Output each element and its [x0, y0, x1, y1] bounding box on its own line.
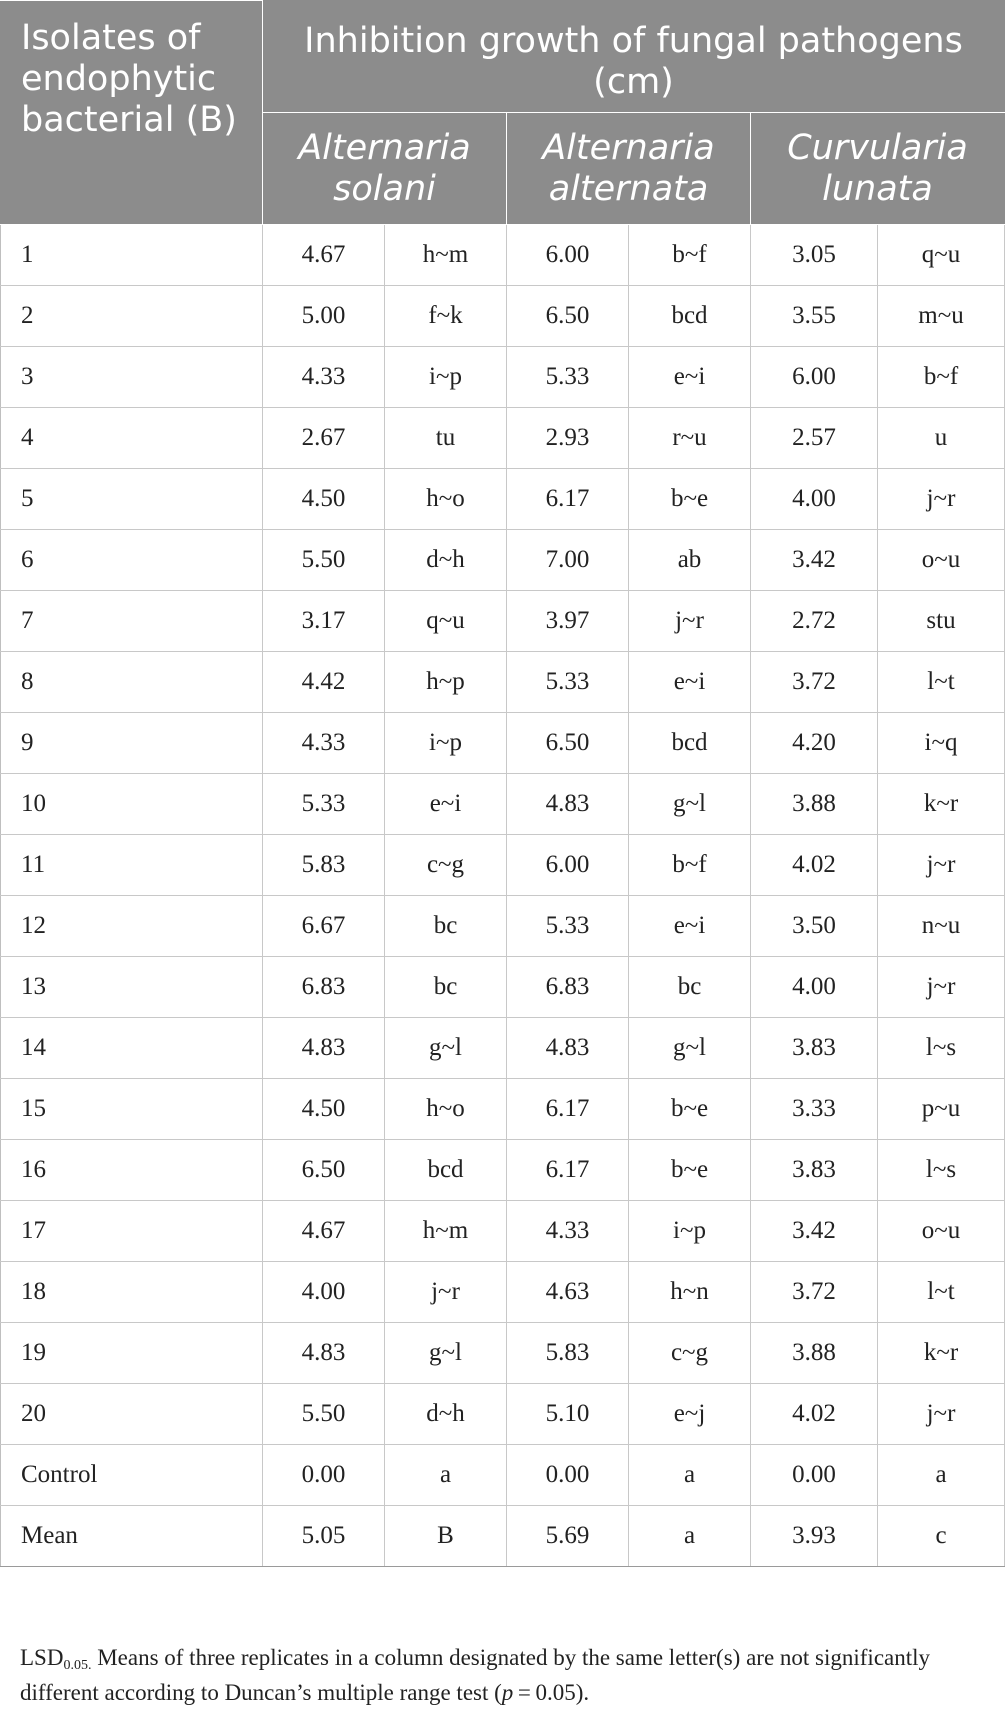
a-alternata-group-cell: a — [629, 1445, 751, 1506]
isolate-cell: 3 — [1, 347, 263, 408]
c-lunata-group-cell: j~r — [878, 469, 1005, 530]
a-alternata-group-cell: j~r — [629, 591, 751, 652]
c-lunata-group-cell: k~r — [878, 1323, 1005, 1384]
a-solani-value-cell: 5.50 — [263, 530, 385, 591]
a-solani-group-cell: h~m — [385, 225, 507, 286]
c-lunata-group-cell: j~r — [878, 957, 1005, 1018]
footnote-text-1: Means of three replicates in a column designated by the same letter(s) are not significantly different according to Duncan’s multiple range test ( — [20, 1645, 931, 1705]
isolate-cell: 7 — [1, 591, 263, 652]
a-alternata-value-cell: 6.00 — [507, 225, 629, 286]
a-solani-value-cell: 6.50 — [263, 1140, 385, 1201]
a-solani-value-cell: 4.83 — [263, 1323, 385, 1384]
c-lunata-group-cell: l~t — [878, 652, 1005, 713]
footnote-lsd: LSD — [20, 1645, 64, 1670]
c-lunata-value-cell: 3.05 — [751, 225, 878, 286]
isolate-cell: Mean — [1, 1506, 263, 1567]
a-alternata-group-cell: e~i — [629, 652, 751, 713]
c-lunata-group-cell: l~t — [878, 1262, 1005, 1323]
species-header-curvularia-lunata: Curvularia lunata — [751, 113, 1005, 225]
c-lunata-value-cell: 4.20 — [751, 713, 878, 774]
a-solani-group-cell: c~g — [385, 835, 507, 896]
footnote-text-2: = 0.05). — [513, 1680, 590, 1705]
a-solani-group-cell: B — [385, 1506, 507, 1567]
a-solani-group-cell: h~p — [385, 652, 507, 713]
c-lunata-group-cell: l~s — [878, 1018, 1005, 1079]
a-alternata-value-cell: 4.63 — [507, 1262, 629, 1323]
a-solani-value-cell: 5.83 — [263, 835, 385, 896]
a-alternata-group-cell: a — [629, 1506, 751, 1567]
isolate-cell: 19 — [1, 1323, 263, 1384]
table-row — [1, 713, 1005, 774]
isolate-cell: 10 — [1, 774, 263, 835]
c-lunata-value-cell: 3.55 — [751, 286, 878, 347]
c-lunata-group-cell: n~u — [878, 896, 1005, 957]
c-lunata-group-cell: j~r — [878, 1384, 1005, 1445]
a-solani-group-cell: bc — [385, 896, 507, 957]
table-row — [1, 1079, 1005, 1140]
a-solani-value-cell: 5.00 — [263, 286, 385, 347]
a-alternata-group-cell: b~e — [629, 1140, 751, 1201]
a-alternata-group-cell: bc — [629, 957, 751, 1018]
isolate-cell: 18 — [1, 1262, 263, 1323]
c-lunata-value-cell: 3.83 — [751, 1140, 878, 1201]
footnote-lsd-subscript: 0.05. — [63, 1658, 92, 1673]
a-solani-value-cell: 4.33 — [263, 347, 385, 408]
c-lunata-value-cell: 0.00 — [751, 1445, 878, 1506]
a-alternata-value-cell: 6.17 — [507, 1140, 629, 1201]
a-alternata-group-cell: b~f — [629, 835, 751, 896]
isolate-cell: 6 — [1, 530, 263, 591]
isolates-column-header: Isolates of endophytic bacterial (B) — [1, 1, 263, 225]
table-row — [1, 469, 1005, 530]
table-row — [1, 1018, 1005, 1079]
a-solani-value-cell: 4.33 — [263, 713, 385, 774]
c-lunata-group-cell: stu — [878, 591, 1005, 652]
a-solani-value-cell: 2.67 — [263, 408, 385, 469]
a-solani-group-cell: bc — [385, 957, 507, 1018]
a-solani-value-cell: 3.17 — [263, 591, 385, 652]
c-lunata-value-cell: 3.88 — [751, 774, 878, 835]
c-lunata-value-cell: 6.00 — [751, 347, 878, 408]
c-lunata-value-cell: 3.33 — [751, 1079, 878, 1140]
isolate-cell: Control — [1, 1445, 263, 1506]
table-body — [1, 225, 1005, 1567]
a-alternata-value-cell: 2.93 — [507, 408, 629, 469]
c-lunata-value-cell: 3.50 — [751, 896, 878, 957]
isolate-cell: 5 — [1, 469, 263, 530]
a-solani-group-cell: tu — [385, 408, 507, 469]
c-lunata-group-cell: b~f — [878, 347, 1005, 408]
a-alternata-value-cell: 4.83 — [507, 774, 629, 835]
a-alternata-group-cell: i~p — [629, 1201, 751, 1262]
c-lunata-value-cell: 4.02 — [751, 835, 878, 896]
a-alternata-value-cell: 5.10 — [507, 1384, 629, 1445]
species-header-alternaria-solani: Alternaria solani — [263, 113, 507, 225]
a-solani-value-cell: 4.83 — [263, 1018, 385, 1079]
isolate-cell: 12 — [1, 896, 263, 957]
c-lunata-group-cell: k~r — [878, 774, 1005, 835]
a-alternata-group-cell: g~l — [629, 774, 751, 835]
a-solani-group-cell: a — [385, 1445, 507, 1506]
a-solani-value-cell: 4.00 — [263, 1262, 385, 1323]
c-lunata-group-cell: a — [878, 1445, 1005, 1506]
inhibition-group-header: Inhibition growth of fungal pathogens (cm) — [263, 1, 1005, 113]
a-solani-group-cell: d~h — [385, 530, 507, 591]
table-footnote — [20, 1642, 980, 1708]
table-header — [1, 1, 1005, 225]
a-alternata-group-cell: b~f — [629, 225, 751, 286]
isolate-cell: 20 — [1, 1384, 263, 1445]
a-solani-value-cell: 6.83 — [263, 957, 385, 1018]
table-row — [1, 896, 1005, 957]
a-solani-group-cell: h~m — [385, 1201, 507, 1262]
table-row — [1, 1323, 1005, 1384]
c-lunata-value-cell: 4.02 — [751, 1384, 878, 1445]
c-lunata-value-cell: 3.93 — [751, 1506, 878, 1567]
a-alternata-value-cell: 6.50 — [507, 286, 629, 347]
a-solani-group-cell: h~o — [385, 469, 507, 530]
c-lunata-value-cell: 3.42 — [751, 1201, 878, 1262]
table-row — [1, 591, 1005, 652]
a-solani-group-cell: bcd — [385, 1140, 507, 1201]
c-lunata-group-cell: q~u — [878, 225, 1005, 286]
a-alternata-value-cell: 5.33 — [507, 347, 629, 408]
a-solani-value-cell: 4.42 — [263, 652, 385, 713]
a-solani-value-cell: 0.00 — [263, 1445, 385, 1506]
a-solani-value-cell: 5.33 — [263, 774, 385, 835]
a-solani-group-cell: d~h — [385, 1384, 507, 1445]
table-row — [1, 652, 1005, 713]
a-alternata-value-cell: 6.17 — [507, 469, 629, 530]
a-solani-value-cell: 4.50 — [263, 469, 385, 530]
isolate-cell: 17 — [1, 1201, 263, 1262]
c-lunata-value-cell: 2.57 — [751, 408, 878, 469]
c-lunata-group-cell: l~s — [878, 1140, 1005, 1201]
a-alternata-value-cell: 4.33 — [507, 1201, 629, 1262]
a-alternata-group-cell: r~u — [629, 408, 751, 469]
a-solani-group-cell: g~l — [385, 1323, 507, 1384]
isolate-cell: 8 — [1, 652, 263, 713]
a-alternata-value-cell: 6.00 — [507, 835, 629, 896]
a-alternata-value-cell: 6.17 — [507, 1079, 629, 1140]
a-alternata-value-cell: 5.69 — [507, 1506, 629, 1567]
a-alternata-value-cell: 5.83 — [507, 1323, 629, 1384]
isolate-cell: 16 — [1, 1140, 263, 1201]
table-row — [1, 957, 1005, 1018]
table-row — [1, 347, 1005, 408]
a-alternata-group-cell: h~n — [629, 1262, 751, 1323]
a-solani-group-cell: q~u — [385, 591, 507, 652]
isolate-cell: 2 — [1, 286, 263, 347]
c-lunata-value-cell: 3.72 — [751, 652, 878, 713]
isolate-cell: 9 — [1, 713, 263, 774]
a-solani-group-cell: i~p — [385, 713, 507, 774]
c-lunata-value-cell: 3.42 — [751, 530, 878, 591]
table-row — [1, 286, 1005, 347]
c-lunata-group-cell: u — [878, 408, 1005, 469]
species-header-alternaria-alternata: Alternaria alternata — [507, 113, 751, 225]
c-lunata-group-cell: j~r — [878, 835, 1005, 896]
a-alternata-value-cell: 6.50 — [507, 713, 629, 774]
a-alternata-value-cell: 7.00 — [507, 530, 629, 591]
a-alternata-value-cell: 5.33 — [507, 896, 629, 957]
a-alternata-group-cell: g~l — [629, 1018, 751, 1079]
isolate-cell: 14 — [1, 1018, 263, 1079]
table-row — [1, 1384, 1005, 1445]
a-solani-value-cell: 5.05 — [263, 1506, 385, 1567]
table-row — [1, 1262, 1005, 1323]
a-alternata-group-cell: e~i — [629, 347, 751, 408]
isolate-cell: 13 — [1, 957, 263, 1018]
a-solani-group-cell: e~i — [385, 774, 507, 835]
a-solani-value-cell: 5.50 — [263, 1384, 385, 1445]
a-solani-value-cell: 4.67 — [263, 225, 385, 286]
isolate-cell: 1 — [1, 225, 263, 286]
isolate-cell: 15 — [1, 1079, 263, 1140]
c-lunata-value-cell: 2.72 — [751, 591, 878, 652]
c-lunata-group-cell: i~q — [878, 713, 1005, 774]
a-alternata-value-cell: 3.97 — [507, 591, 629, 652]
a-solani-value-cell: 4.50 — [263, 1079, 385, 1140]
table-row — [1, 1445, 1005, 1506]
c-lunata-group-cell: m~u — [878, 286, 1005, 347]
a-solani-group-cell: h~o — [385, 1079, 507, 1140]
table-row — [1, 774, 1005, 835]
a-solani-value-cell: 6.67 — [263, 896, 385, 957]
a-alternata-value-cell: 5.33 — [507, 652, 629, 713]
a-solani-value-cell: 4.67 — [263, 1201, 385, 1262]
c-lunata-value-cell: 4.00 — [751, 957, 878, 1018]
a-alternata-group-cell: c~g — [629, 1323, 751, 1384]
isolate-cell: 4 — [1, 408, 263, 469]
a-alternata-group-cell: b~e — [629, 1079, 751, 1140]
table-row — [1, 835, 1005, 896]
a-alternata-group-cell: bcd — [629, 286, 751, 347]
a-alternata-group-cell: e~i — [629, 896, 751, 957]
a-alternata-group-cell: bcd — [629, 713, 751, 774]
a-solani-group-cell: f~k — [385, 286, 507, 347]
a-alternata-group-cell: b~e — [629, 469, 751, 530]
a-solani-group-cell: j~r — [385, 1262, 507, 1323]
a-solani-group-cell: i~p — [385, 347, 507, 408]
table-row — [1, 530, 1005, 591]
a-solani-group-cell: g~l — [385, 1018, 507, 1079]
table-row — [1, 1140, 1005, 1201]
c-lunata-value-cell: 3.83 — [751, 1018, 878, 1079]
table-row — [1, 1506, 1005, 1567]
c-lunata-group-cell: o~u — [878, 530, 1005, 591]
footnote-p-symbol: p — [501, 1680, 514, 1705]
table-row — [1, 408, 1005, 469]
a-alternata-group-cell: e~j — [629, 1384, 751, 1445]
c-lunata-group-cell: c — [878, 1506, 1005, 1567]
a-alternata-value-cell: 4.83 — [507, 1018, 629, 1079]
c-lunata-value-cell: 4.00 — [751, 469, 878, 530]
isolate-cell: 11 — [1, 835, 263, 896]
table-row — [1, 1201, 1005, 1262]
c-lunata-value-cell: 3.72 — [751, 1262, 878, 1323]
a-alternata-value-cell: 6.83 — [507, 957, 629, 1018]
c-lunata-value-cell: 3.88 — [751, 1323, 878, 1384]
c-lunata-group-cell: p~u — [878, 1079, 1005, 1140]
a-alternata-group-cell: ab — [629, 530, 751, 591]
c-lunata-group-cell: o~u — [878, 1201, 1005, 1262]
table-row — [1, 225, 1005, 286]
a-alternata-value-cell: 0.00 — [507, 1445, 629, 1506]
